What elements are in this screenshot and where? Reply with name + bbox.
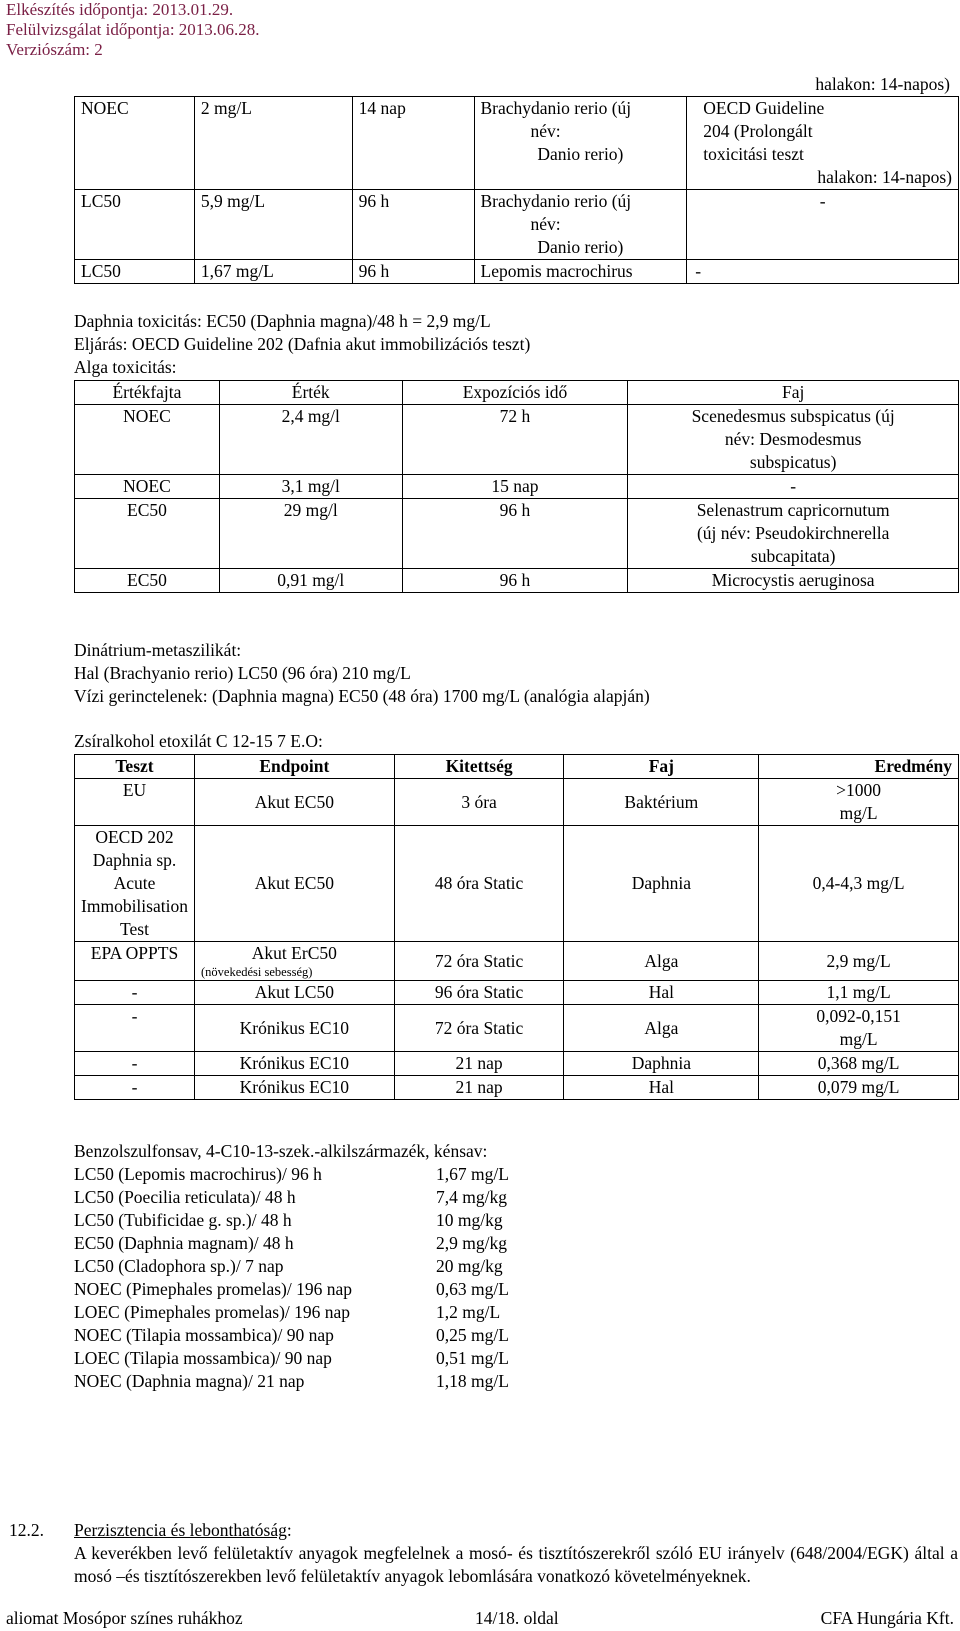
table-row bbox=[75, 981, 959, 1005]
footer-page-number: 14/18. oldal bbox=[475, 1608, 559, 1628]
list-item bbox=[74, 1209, 509, 1232]
list-item bbox=[74, 1324, 509, 1347]
cell-value: 5,9 mg/L bbox=[194, 190, 352, 260]
method-line: 204 (Prolongált bbox=[703, 121, 813, 141]
table-row bbox=[75, 499, 959, 569]
table-row bbox=[75, 569, 959, 593]
list-item-value: 1,67 mg/L bbox=[436, 1164, 509, 1184]
cell-species bbox=[628, 499, 959, 569]
header-cell: Értékfajta bbox=[75, 381, 220, 405]
document-header bbox=[6, 0, 260, 60]
cell-species: Microcystis aeruginosa bbox=[628, 569, 959, 593]
list-item-key: LC50 (Cladophora sp.)/ 7 nap bbox=[74, 1256, 284, 1276]
list-item-key: LOEC (Pimephales promelas)/ 196 nap bbox=[74, 1302, 351, 1322]
footer-product: aliomat Mosópor színes ruhákhoz bbox=[6, 1608, 243, 1628]
cell-time: 14 nap bbox=[352, 97, 474, 190]
list-item-value: 2,9 mg/kg bbox=[436, 1233, 507, 1253]
cell-time: 72 h bbox=[402, 405, 628, 475]
table-carry-over: halakon: 14-napos) bbox=[815, 74, 950, 94]
cell-value: 1,67 mg/L bbox=[194, 260, 352, 284]
cell-species: - bbox=[628, 475, 959, 499]
page-footer bbox=[0, 1607, 960, 1631]
cell-method: - bbox=[687, 260, 959, 284]
list-item-value: 10 mg/kg bbox=[436, 1210, 503, 1230]
cell-endpoint: Krónikus EC10 bbox=[194, 1005, 394, 1052]
section-paragraph: A keverékben levő felületaktív anyagok megfelelnek a mosó- és tisztítószerekről szóló EU irányelv (648/2004/EGK) által a mosó –és tisztítószerekben levő felületaktív anyagok lebomlására vonatkozó követelményeknek. bbox=[74, 1543, 958, 1586]
list-item-value: 0,25 mg/L bbox=[436, 1325, 509, 1345]
section-number: 12.2. bbox=[9, 1520, 44, 1540]
table-row bbox=[75, 942, 959, 981]
cell-exposure: 96 óra Static bbox=[394, 981, 564, 1005]
cell-endpoint: Krónikus EC10 bbox=[194, 1052, 394, 1076]
list-item bbox=[74, 1163, 509, 1186]
cell-type: NOEC bbox=[75, 475, 220, 499]
table-row bbox=[75, 475, 959, 499]
section-colon: : bbox=[286, 1520, 292, 1540]
cell-value: 3,1 mg/l bbox=[219, 475, 402, 499]
table-row bbox=[75, 405, 959, 475]
species-line: név: bbox=[530, 121, 561, 141]
cell-species: Hal bbox=[564, 981, 759, 1005]
cell-test: - bbox=[75, 1005, 195, 1052]
test-line: Daphnia sp. bbox=[92, 850, 177, 870]
header-cell: Faj bbox=[628, 381, 959, 405]
result-line: mg/L bbox=[839, 1029, 878, 1049]
test-line: Immobilisation bbox=[81, 896, 188, 916]
cell-species bbox=[474, 190, 687, 260]
cell-endpoint: Akut EC50 bbox=[194, 779, 394, 826]
cell-time: 15 nap bbox=[402, 475, 628, 499]
cell-endpoint: Akut EC50 bbox=[194, 826, 394, 942]
benzol-list bbox=[74, 1163, 509, 1393]
dinatrium-invertebrates: Vízi gerinctelenek: (Daphnia magna) EC50 (48 óra) 1700 mg/L (analógia alapján) bbox=[74, 686, 650, 706]
test-line: Test bbox=[120, 919, 149, 939]
cell-value: 2,4 mg/l bbox=[219, 405, 402, 475]
benzol-title: Benzolszulfonsav, 4-C10-13-szek.-alkilszármazék, kénsav: bbox=[74, 1141, 488, 1161]
species-line: Brachydanio rerio (új bbox=[480, 191, 632, 211]
creation-date: Elkészítés időpontja: 2013.01.29. bbox=[6, 0, 234, 19]
list-item-value: 0,51 mg/L bbox=[436, 1348, 509, 1368]
species-line: Danio rerio) bbox=[537, 237, 624, 257]
footer-company: CFA Hungária Kft. bbox=[820, 1608, 954, 1628]
cell-result bbox=[759, 779, 959, 826]
header-cell: Kitettség bbox=[394, 755, 564, 779]
list-item bbox=[74, 1370, 509, 1393]
species-line: subcapitata) bbox=[750, 546, 836, 566]
species-line: Selenastrum capricornutum bbox=[696, 500, 890, 520]
method-line: toxicitási teszt bbox=[703, 144, 804, 164]
test-line: OECD 202 bbox=[95, 827, 174, 847]
cell-time: 96 h bbox=[402, 499, 628, 569]
cell-test bbox=[75, 826, 195, 942]
cell-result: 2,9 mg/L bbox=[759, 942, 959, 981]
result-line: 0,092-0,151 bbox=[816, 1006, 901, 1026]
list-item bbox=[74, 1255, 509, 1278]
method-line: halakon: 14-napos) bbox=[817, 167, 952, 187]
section-title: Perzisztencia és lebonthatóság bbox=[74, 1520, 287, 1540]
table-header-row bbox=[75, 381, 959, 405]
list-item-key: NOEC (Daphnia magna)/ 21 nap bbox=[74, 1371, 305, 1391]
list-item bbox=[74, 1278, 509, 1301]
procedure-text: Eljárás: OECD Guideline 202 (Dafnia akut immobilizációs teszt) bbox=[74, 334, 531, 354]
daphnia-toxicity-text: Daphnia toxicitás: EC50 (Daphnia magna)/48 h = 2,9 mg/L bbox=[74, 311, 491, 331]
cell-exposure: 72 óra Static bbox=[394, 1005, 564, 1052]
cell-value: 0,91 mg/l bbox=[219, 569, 402, 593]
table-row bbox=[75, 1076, 959, 1100]
header-cell: Teszt bbox=[75, 755, 195, 779]
cell-value: 29 mg/l bbox=[219, 499, 402, 569]
cell-test: - bbox=[75, 1052, 195, 1076]
list-item bbox=[74, 1232, 509, 1255]
list-item-key: LC50 (Lepomis macrochirus)/ 96 h bbox=[74, 1164, 322, 1184]
species-line: Brachydanio rerio (új bbox=[480, 98, 632, 118]
cell-exposure: 3 óra bbox=[394, 779, 564, 826]
cell-endpoint: Akut LC50 bbox=[194, 981, 394, 1005]
table-row bbox=[75, 260, 959, 284]
list-item-value: 7,4 mg/kg bbox=[436, 1187, 507, 1207]
table-header-row bbox=[75, 755, 959, 779]
cell-result: 0,079 mg/L bbox=[759, 1076, 959, 1100]
list-item-key: EC50 (Daphnia magnam)/ 48 h bbox=[74, 1233, 294, 1253]
revision-date: Felülvizsgálat időpontja: 2013.06.28. bbox=[6, 20, 260, 39]
list-item-value: 1,18 mg/L bbox=[436, 1371, 509, 1391]
cell-endpoint: Krónikus EC10 bbox=[194, 1076, 394, 1100]
cell-exposure: 21 nap bbox=[394, 1076, 564, 1100]
zsiralkohol-table bbox=[74, 754, 959, 1100]
list-item-key: NOEC (Tilapia mossambica)/ 90 nap bbox=[74, 1325, 334, 1345]
cell-method bbox=[687, 97, 959, 190]
cell-test: - bbox=[75, 981, 195, 1005]
cell-species: Alga bbox=[564, 942, 759, 981]
list-item bbox=[74, 1186, 509, 1209]
section-heading bbox=[74, 1519, 292, 1542]
header-cell: Érték bbox=[219, 381, 402, 405]
cell-value: 2 mg/L bbox=[194, 97, 352, 190]
cell-species: Alga bbox=[564, 1005, 759, 1052]
alga-toxicity-table bbox=[74, 380, 959, 593]
cell-method: - bbox=[687, 190, 959, 260]
list-item bbox=[74, 1301, 509, 1324]
cell-type: EC50 bbox=[75, 569, 220, 593]
header-cell: Expozíciós idő bbox=[402, 381, 628, 405]
test-line: Acute bbox=[113, 873, 156, 893]
table-row bbox=[75, 779, 959, 826]
header-cell: Endpoint bbox=[194, 755, 394, 779]
cell-test: - bbox=[75, 1076, 195, 1100]
table-row bbox=[75, 97, 959, 190]
method-line: OECD Guideline bbox=[703, 98, 825, 118]
header-cell: Faj bbox=[564, 755, 759, 779]
cell-type: LC50 bbox=[75, 260, 195, 284]
cell-species: Baktérium bbox=[564, 779, 759, 826]
cell-species: Hal bbox=[564, 1076, 759, 1100]
cell-time: 96 h bbox=[352, 190, 474, 260]
list-item-key: LC50 (Poecilia reticulata)/ 48 h bbox=[74, 1187, 296, 1207]
species-line: név: Desmodesmus bbox=[724, 429, 862, 449]
table-row bbox=[75, 190, 959, 260]
cell-species: Daphnia bbox=[564, 1052, 759, 1076]
list-item-key: LOEC (Tilapia mossambica)/ 90 nap bbox=[74, 1348, 332, 1368]
list-item-key: LC50 (Tubificidae g. sp.)/ 48 h bbox=[74, 1210, 292, 1230]
cell-result: 1,1 mg/L bbox=[759, 981, 959, 1005]
species-line: név: bbox=[530, 214, 561, 234]
species-line: (új név: Pseudokirchnerella bbox=[696, 523, 890, 543]
list-item-value: 20 mg/kg bbox=[436, 1256, 503, 1276]
cell-endpoint bbox=[194, 942, 394, 981]
result-line: mg/L bbox=[839, 803, 878, 823]
dinatrium-fish: Hal (Brachyanio rerio) LC50 (96 óra) 210 mg/L bbox=[74, 663, 411, 683]
cell-exposure: 21 nap bbox=[394, 1052, 564, 1076]
cell-type: EC50 bbox=[75, 499, 220, 569]
dinatrium-title: Dinátrium-metaszilikát: bbox=[74, 640, 242, 660]
cell-type: LC50 bbox=[75, 190, 195, 260]
list-item bbox=[74, 1347, 509, 1370]
species-line: Danio rerio) bbox=[537, 144, 624, 164]
list-item-value: 1,2 mg/L bbox=[436, 1302, 501, 1322]
version-number: Verziószám: 2 bbox=[6, 40, 103, 59]
fish-toxicity-table bbox=[74, 96, 959, 284]
species-line: Scenedesmus subspicatus (új bbox=[691, 406, 895, 426]
zsiralkohol-title: Zsíralkohol etoxilát C 12-15 7 E.O: bbox=[74, 731, 323, 751]
species-line: subspicatus) bbox=[749, 452, 837, 472]
cell-exposure: 48 óra Static bbox=[394, 826, 564, 942]
cell-type: NOEC bbox=[75, 405, 220, 475]
cell-result: 0,4-4,3 mg/L bbox=[759, 826, 959, 942]
cell-species: Lepomis macrochirus bbox=[474, 260, 687, 284]
table-row bbox=[75, 1005, 959, 1052]
cell-time: 96 h bbox=[402, 569, 628, 593]
cell-test: EPA OPPTS bbox=[75, 942, 195, 981]
list-item-value: 0,63 mg/L bbox=[436, 1279, 509, 1299]
cell-species bbox=[474, 97, 687, 190]
list-item-key: NOEC (Pimephales promelas)/ 196 nap bbox=[74, 1279, 353, 1299]
cell-type: NOEC bbox=[75, 97, 195, 190]
cell-species bbox=[628, 405, 959, 475]
cell-exposure: 72 óra Static bbox=[394, 942, 564, 981]
endpoint-note: (növekedési sebesség) bbox=[200, 965, 313, 979]
cell-species: Daphnia bbox=[564, 826, 759, 942]
cell-result: 0,368 mg/L bbox=[759, 1052, 959, 1076]
cell-time: 96 h bbox=[352, 260, 474, 284]
table-row bbox=[75, 1052, 959, 1076]
cell-result bbox=[759, 1005, 959, 1052]
cell-test: EU bbox=[75, 779, 195, 826]
table-row bbox=[75, 826, 959, 942]
header-cell: Eredmény bbox=[759, 755, 959, 779]
alga-toxicity-label: Alga toxicitás: bbox=[74, 357, 177, 377]
result-line: >1000 bbox=[836, 780, 882, 800]
endpoint-line: Akut ErC50 bbox=[251, 943, 337, 963]
